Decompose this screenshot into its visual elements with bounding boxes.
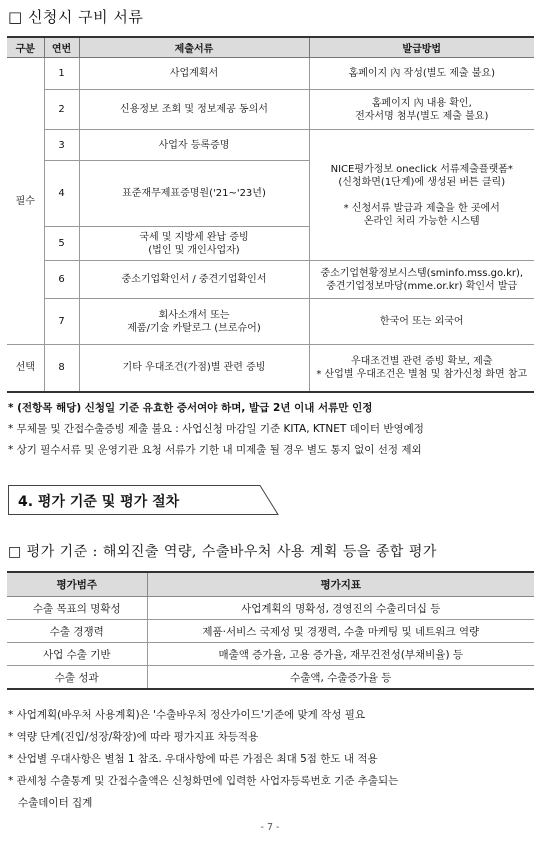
document-notes <box>8 398 424 461</box>
row-number: 3 <box>44 130 79 161</box>
table-row <box>7 299 534 345</box>
header-category: 구분 <box>7 37 44 58</box>
note-line: * 산업별 우대사항은 별첨 1 참조. 우대사항에 따른 가점은 최대 5점 한도 내 적용 <box>8 753 378 765</box>
row-number: 5 <box>44 227 79 261</box>
header-number: 연번 <box>44 37 79 58</box>
row-number: 1 <box>44 58 79 90</box>
header-method: 발급방법 <box>309 37 534 58</box>
row-document: 사업자 등록증명 <box>79 130 309 161</box>
section-title-evaluation: □ 평가 기준 : 해외진출 역량, 수출바우처 사용 계획 등을 종합 평가 <box>8 544 437 560</box>
row-document: 기타 우대조건(가점)별 관련 증빙 <box>79 345 309 392</box>
eval-indicator: 매출액 증가율, 고용 증가율, 재무건전성(부채비율) 등 <box>147 643 534 666</box>
row-method: 홈페이지 內 내용 확인, 전자서명 첨부(별도 제출 불요) <box>309 90 534 130</box>
evaluation-notes <box>8 704 398 814</box>
row-document: 사업계획서 <box>79 58 309 90</box>
table-row <box>7 130 534 161</box>
eval-category: 수출 경쟁력 <box>7 620 147 643</box>
row-document: 회사소개서 또는 제품/기술 카탈로그 (브로슈어) <box>79 299 309 345</box>
table-row <box>7 597 534 620</box>
table-row <box>7 643 534 666</box>
header-eval-category: 평가범주 <box>7 572 147 597</box>
merged-method-cell: NICE평가정보 oneclick 서류제출플랫폼* (신청화면(1단계)에 생성된 버튼 클릭) * 신청서류 발급과 제출을 한 곳에서 온라인 처리 가능한 시스템 <box>309 130 534 261</box>
table-header-row <box>7 37 534 58</box>
group-optional: 선택 <box>7 345 44 392</box>
row-document: 표준재무제표증명원('21~'23년) <box>79 161 309 227</box>
eval-category: 수출 목표의 명확성 <box>7 597 147 620</box>
eval-category: 수출 성과 <box>7 666 147 690</box>
row-method: 중소기업현황정보시스템(sminfo.mss.go.kr), 중견기업정보마당(mme.or.kr) 확인서 발급 <box>309 261 534 299</box>
row-number: 2 <box>44 90 79 130</box>
row-method: 홈페이지 內 작성(별도 제출 불요) <box>309 58 534 90</box>
row-document: 국세 및 지방세 완납 증빙 (법인 및 개인사업자) <box>79 227 309 261</box>
table-row <box>7 345 534 392</box>
row-document: 신용정보 조회 및 정보제공 동의서 <box>79 90 309 130</box>
section-title-documents: □ 신청시 구비 서류 <box>8 8 144 26</box>
note-line: * 상기 필수서류 및 운영기관 요청 서류가 기한 내 미제출 될 경우 별도 통지 없이 선정 제외 <box>8 444 422 456</box>
documents-table <box>7 36 534 393</box>
banner-title: 4. 평가 기준 및 평가 절차 <box>18 494 180 510</box>
row-method: 한국어 또는 외국어 <box>309 299 534 345</box>
note-line: * (전항목 해당) 신청일 기준 유효한 증서여야 하며, 발급 2년 이내 서류만 인정 <box>8 402 373 414</box>
section-banner <box>8 485 278 515</box>
row-number: 8 <box>44 345 79 392</box>
eval-indicator: 사업계획의 명확성, 경영진의 수출리더십 등 <box>147 597 534 620</box>
table-row <box>7 620 534 643</box>
note-line: * 관세청 수출통계 및 간접수출액은 신청화면에 입력한 사업자등록번호 기준 추출되는 <box>8 775 399 787</box>
note-line: 수출데이터 집계 <box>18 797 93 809</box>
group-required: 필수 <box>7 58 44 345</box>
note-line: * 무체물 및 간접수출증빙 제출 불요 : 사업신청 마감일 기준 KITA, KTNET 데이터 반영예정 <box>8 423 424 435</box>
table-row <box>7 666 534 690</box>
evaluation-table <box>7 571 534 690</box>
eval-indicator: 제품·서비스 국제성 및 경쟁력, 수출 마케팅 및 네트워크 역량 <box>147 620 534 643</box>
row-number: 7 <box>44 299 79 345</box>
eval-indicator: 수출액, 수출증가율 등 <box>147 666 534 690</box>
note-line: * 역량 단계(진입/성장/확장)에 따라 평가지표 차등적용 <box>8 731 259 743</box>
table-row <box>7 90 534 130</box>
row-document: 중소기업확인서 / 중견기업확인서 <box>79 261 309 299</box>
row-number: 6 <box>44 261 79 299</box>
table-row <box>7 58 534 90</box>
eval-category: 사업 수출 기반 <box>7 643 147 666</box>
table-header-row <box>7 572 534 597</box>
row-method: 우대조건별 관련 증빙 확보, 제출 * 산업별 우대조건은 별첨 및 참가신청 화면 참고 <box>309 345 534 392</box>
header-eval-indicator: 평가지표 <box>147 572 534 597</box>
table-row <box>7 261 534 299</box>
row-number: 4 <box>44 161 79 227</box>
note-line: * 사업계획(바우처 사용계획)은 '수출바우처 정산가이드'기준에 맞게 작성 필요 <box>8 709 366 721</box>
page-number: - 7 - <box>260 822 280 833</box>
header-document: 제출서류 <box>79 37 309 58</box>
